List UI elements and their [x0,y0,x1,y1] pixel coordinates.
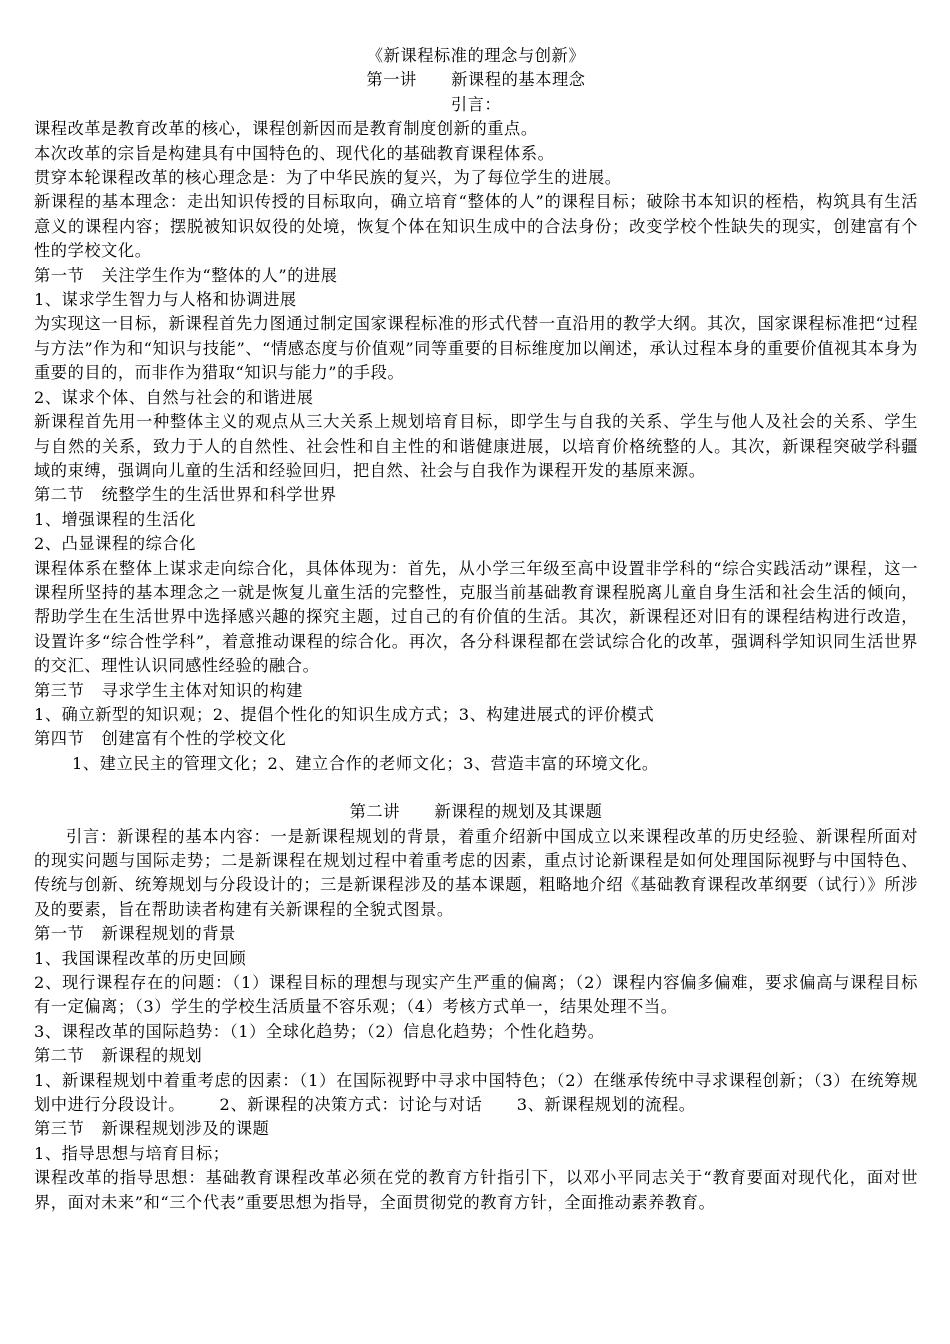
section-text: 1、增强课程的生活化 [34,509,196,529]
section-text: 1、新课程规划中着重考虑的因素：（1）在国际视野中寻求中国特色；（2）在继承传统中寻求课程创新；（3）在统筹规划中进行分段设计。 2、新课程的决策方式：讨论与对话 3、新课程规划的流程。 [34,1070,918,1115]
section-text: 课程体系在整体上谋求走向综合化，具体体现为：首先，从小学三年级至高中设置非学科的“综合实践活动”课程，这一课程所坚持的基本理念之一就是恢复儿童生活的完整性，克服当前基础教育课程脱离儿童自身生活和社会生活的倾向，帮助学生在生活世界中选择感兴趣的探究主题，过自己的有价值的生活。其次，新课程还对旧有的课程结构进行改造，设置许多“综合性学科”，着意推动课程的综合化。再次，各分科课程都在尝试综合化的改革，强调科学知识同生活世界的交汇、理性认识同感性经验的融合。 [34,558,918,676]
section-heading: 第二节 新课程的规划 [34,1046,203,1066]
document-body [34,44,918,1215]
section-text: 1、建立民主的管理文化；2、建立合作的老师文化；3、营造丰富的环境文化。 [72,753,659,773]
section-text: 新课程首先用一种整体主义的观点从三大关系上规划培育目标，即学生与自我的关系、学生与他人及社会的关系、学生与自然的关系，致力于人的自然性、社会性和自主性的和谐健康进展，以培育价格统整的人。其次，新课程突破学科疆域的束缚，强调向儿童的生活和经验回归，把自然、社会与自我作为课程开发的基原来源。 [34,412,918,480]
section-text: 为实现这一目标，新课程首先力图通过制定国家课程标准的形式代替一直沿用的教学大纲。其次，国家课程标准把“过程与方法”作为和“知识与技能”、“情感态度与价值观”同等重要的目标维度加以阐述，承认过程本身的重要价值视其本身为重要的目的，而非作为猎取“知识与能力”的手段。 [34,314,918,383]
spacer [34,776,918,800]
section-heading: 第四节 创建富有个性的学校文化 [34,729,287,749]
section-heading: 第一节 关注学生作为“整体的人”的进展 [34,265,338,285]
intro-paragraph: 本次改革的宗旨是构建具有中国特色的、现代化的基础教育课程体系。 [34,143,555,163]
section-text: 3、课程改革的国际趋势：（1）全球化趋势；（2）信息化趋势；个性化趋势。 [34,1021,605,1041]
intro-paragraph: 课程改革是教育改革的核心，课程创新因而是教育制度创新的重点。 [34,119,538,139]
lecture2-heading: 第二讲 新课程的规划及其课题 [349,802,603,822]
section-text: 1、指导思想与培育目标； [34,1143,230,1163]
section-heading: 第三节 新课程规划涉及的课题 [34,1119,270,1139]
section-heading: 第二节 统整学生的生活世界和科学世界 [34,485,337,505]
section-text: 2、现行课程存在的问题：（1）课程目标的理想与现实产生严重的偏离；（2）课程内容偏多偏难，要求偏高与课程目标有一定偏离；（3）学生的学校生活质量不容乐观；（4）考核方式单一，结果处理不当。 [34,973,918,1017]
section-heading: 第三节 寻求学生主体对知识的构建 [34,680,304,700]
section-text: 1、确立新型的知识观；2、提倡个性化的知识生成方式；3、构建进展式的评价模式 [34,704,655,724]
intro-paragraph: 贯穿本轮课程改革的核心理念是：为了中华民族的复兴，为了每位学生的进展。 [34,168,622,188]
lecture2-intro: 引言：新课程的基本内容：一是新课程规划的背景，着重介绍新中国成立以来课程改革的历史经验、新课程所面对的现实问题与国际走势；二是新课程在规划过程中着重考虑的因素，重点讨论新课程是如何处理国际视野与中国特色、传统与创新、统筹规划与分段设计的；三是新课程涉及的基本课题，粗略地介绍《基础教育课程改革纲要（试行）》所涉及的要素，旨在帮助读者构建有关新课程的全貌式图景。 [34,826,918,919]
lecture1-heading: 第一讲 新课程的基本理念 [366,70,586,90]
section-heading: 第一节 新课程规划的背景 [34,924,236,944]
intro-paragraph: 新课程的基本理念：走出知识传授的目标取向，确立培育“整体的人”的课程目标；破除书本知识的桎梏，构筑具有生活意义的课程内容；摆脱被知识奴役的处境，恢复个体在知识生成中的合法身份；改变学校个性缺失的现实，创建富有个性的学校文化。 [34,192,918,261]
section-text: 1、我国课程改革的历史回顾 [34,948,247,968]
document-title: 《新课程标准的理念与创新》 [366,46,586,65]
section-text: 1、谋求学生智力与人格和协调进展 [34,290,297,310]
section-text: 2、凸显课程的综合化 [34,534,196,554]
section-text: 课程改革的指导思想：基础教育课程改革必须在党的教育方针指引下，以邓小平同志关于“教育要面对现代化，面对世界，面对未来”和“三个代表”重要思想为指导，全面贯彻党的教育方针，全面推动素养教育。 [34,1168,918,1212]
section-text: 2、谋求个体、自然与社会的和谐进展 [34,387,314,407]
lecture1-intro-label: 引言： [450,94,502,114]
